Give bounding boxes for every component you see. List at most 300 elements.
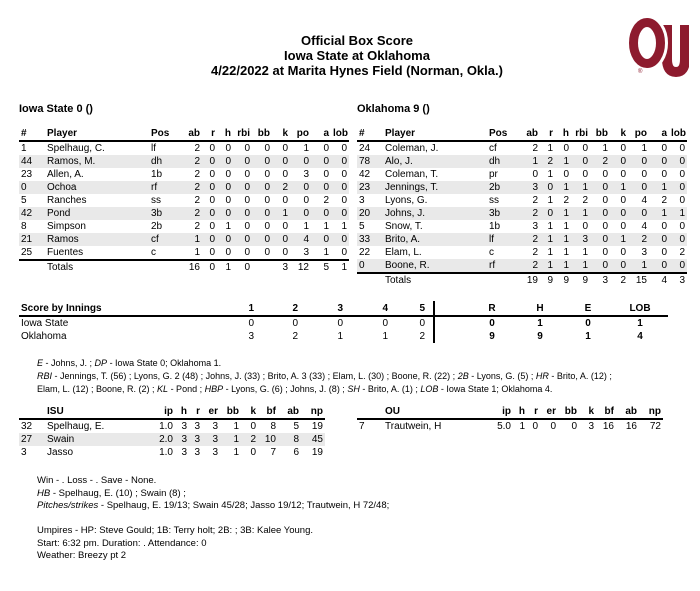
cell: 24 (359, 143, 371, 154)
cell: 0 (679, 221, 685, 232)
pitching-header (357, 404, 663, 419)
col-h: h (513, 404, 527, 419)
cell: 2b (151, 221, 163, 232)
text-segment: Weather: Breezy pt 2 (37, 550, 127, 561)
cell: 2 (194, 143, 200, 154)
cell: 0 (661, 247, 667, 258)
cell: 3 (194, 421, 200, 432)
cell: 0 (233, 260, 252, 274)
cell: Totals (45, 260, 149, 274)
cell: 44 (19, 155, 45, 168)
cell: 78 (357, 155, 383, 168)
innings-title: Score by Innings (19, 301, 218, 316)
cell: 3 (248, 331, 254, 342)
cell: 3 (641, 247, 647, 258)
cell: 3b (487, 207, 515, 220)
cell: 1 (649, 207, 669, 220)
cell: 2 (515, 259, 540, 273)
cell: 0 (217, 207, 233, 220)
text-segment: - Lyons, G. (5) ; (468, 371, 536, 381)
cell: 1 (547, 143, 553, 154)
score-by-innings-table (19, 301, 668, 343)
batting-row (19, 207, 349, 220)
batting-row (357, 246, 687, 259)
cell: 0 (563, 143, 569, 154)
cell: 0 (628, 207, 649, 220)
cell: 4 (649, 273, 669, 287)
cell: 2 (661, 195, 667, 206)
cell: Snow, T. (385, 221, 423, 232)
cell: Ranches (47, 195, 87, 206)
cell: Johns, J. (383, 207, 487, 220)
cell: dh (487, 155, 515, 168)
cell: 0 (331, 233, 349, 246)
cell: 0 (272, 233, 290, 246)
cell: 9 (540, 273, 555, 287)
text-segment: - Jennings, T. (56) ; Lyons, G. 2 (48) ; Johns, J. (33) ; Brito, A. 3 (33) ; Elam, L. (30) ; Boone, R. (22) ; (52, 371, 458, 381)
cell: 0 (590, 207, 610, 220)
cell: 0 (248, 318, 254, 329)
iowa-team-label: Iowa State 0 () (19, 103, 93, 115)
cell: 1 (571, 181, 590, 194)
cell: 2 (590, 155, 610, 168)
cell: 0 (602, 169, 608, 180)
cell: 0 (282, 169, 288, 180)
cell: 1 (303, 143, 309, 154)
cell: 9 (571, 273, 590, 287)
cell (149, 260, 177, 274)
empty-cell (19, 404, 45, 419)
batting-row (19, 155, 349, 168)
cell: 1 (177, 233, 202, 246)
cell: 3 (212, 421, 218, 432)
cell: 0 (590, 259, 610, 273)
cell: 0 (341, 143, 347, 154)
inning-5: 5 (396, 301, 434, 316)
col-ab: ab (616, 404, 639, 419)
cell: 1 (547, 221, 553, 232)
stat-abbrev: Pitches/strikes (37, 500, 99, 511)
col-a: a (311, 126, 331, 141)
cell: 0 (323, 169, 329, 180)
cell: 0 (225, 143, 231, 154)
cell: 0 (244, 247, 250, 258)
cell: 0 (620, 143, 626, 154)
cell: 1 (563, 247, 569, 258)
date-venue-line: 4/22/2022 at Marita Hynes Field (Norman, Okla.) (211, 63, 503, 78)
cell: 0 (264, 195, 270, 206)
cell: 2 (515, 207, 540, 220)
cell: ss (489, 195, 499, 206)
cell: Iowa State (21, 318, 69, 329)
cell: Ochoa (45, 181, 149, 194)
text-segment: - Brito, A. (12) ; (548, 371, 612, 381)
cell: 9 (555, 273, 571, 287)
cell: 42 (19, 207, 45, 220)
cell: 1 (540, 233, 555, 246)
cell: 0 (233, 181, 252, 194)
cell: 72 (649, 421, 661, 432)
col-pos: Pos (149, 126, 177, 141)
cell: 0 (209, 195, 215, 206)
cell: 1.0 (159, 421, 173, 432)
result-line (37, 475, 692, 488)
cell: 5 (311, 260, 331, 274)
cell: 0 (331, 155, 349, 168)
col-a: a (649, 126, 669, 141)
cell: 0 (244, 195, 250, 206)
cell: 0 (571, 155, 590, 168)
innings-row (19, 316, 668, 330)
cell: pr (489, 169, 498, 180)
cell: 0 (341, 195, 347, 206)
cell: 3 (202, 433, 220, 446)
text-segment: Start: 6:32 pm. Duration: . Attendance: 0 (37, 537, 207, 549)
cell: 0 (602, 195, 608, 206)
iowa-batting-rows (19, 141, 349, 260)
cell: 2 (272, 181, 290, 194)
cell: 5 (293, 421, 299, 432)
cell: 2 (241, 433, 258, 446)
cell: 1b (151, 169, 163, 180)
inning-3: 3 (306, 301, 351, 316)
col-player: Player (45, 126, 149, 141)
cell: 3 (175, 433, 189, 446)
cell: 0 (669, 181, 687, 194)
cell: 0 (550, 421, 556, 432)
stat-abbrev: HB (37, 487, 51, 499)
logo-u-shape (667, 25, 685, 72)
cell: 1 (225, 221, 231, 232)
cell: 0 (252, 207, 272, 220)
cell: 1 (272, 207, 290, 220)
oklahoma-batting-totals (357, 273, 687, 287)
cell: 2 (177, 207, 202, 220)
cell: 0 (303, 195, 309, 206)
totals-row (357, 273, 687, 287)
cell: 19 (515, 273, 540, 287)
cell: 0 (382, 318, 388, 329)
cell: 0 (209, 143, 215, 154)
ou-pitching-table (357, 404, 663, 433)
hb-line (37, 488, 692, 501)
cell: 0 (244, 169, 250, 180)
cell: 2 (532, 247, 538, 258)
cell: 0 (641, 169, 647, 180)
stat-abbrev: E (37, 358, 44, 368)
cell (19, 260, 45, 274)
pitching-row (19, 419, 325, 433)
col-lob: LOB (612, 301, 668, 316)
inning-1: 1 (218, 301, 262, 316)
cell: Spelhaug, C. (47, 143, 105, 154)
cell: 0 (292, 318, 298, 329)
isu-pitching-rows (19, 419, 325, 459)
cell: 3 (194, 447, 200, 458)
cell: 2 (610, 273, 628, 287)
inning-4: 4 (351, 301, 396, 316)
blank-line (37, 513, 692, 526)
col-np: np (301, 404, 325, 419)
col-er: er (202, 404, 220, 419)
col-bb: bb (220, 404, 241, 419)
stat-abbrev: 2B (457, 371, 469, 381)
cell: Oklahoma (21, 331, 67, 342)
cell: 19 (311, 421, 323, 432)
cell: 16 (602, 421, 614, 432)
col-po: po (290, 126, 311, 141)
text-segment: - Lyons, G. (6) ; Johns, J. (8) ; (223, 384, 348, 394)
matchup-line: Iowa State at Oklahoma (284, 48, 430, 63)
inning-2: 2 (262, 301, 306, 316)
pitching-row (19, 446, 325, 459)
cell: 0 (628, 181, 649, 194)
text-segment: - Iowa State 1; Oklahoma 4. (438, 384, 553, 394)
cell (487, 273, 515, 287)
cell: 27 (19, 433, 45, 446)
cell: 0 (233, 207, 252, 220)
cell: 0 (669, 259, 687, 273)
cell: Pond (45, 207, 149, 220)
cell: 0 (341, 247, 347, 258)
cell: 1 (641, 143, 647, 154)
cell: 1 (582, 247, 588, 258)
cell: 1 (547, 169, 553, 180)
text-segment: Umpires - HP: Steve Gould; 1B: Terry holt; 2B: ; 3B: Kalee Young. (37, 525, 313, 536)
col-pos: Pos (487, 126, 515, 141)
cell: 1b (489, 221, 501, 232)
start-line (37, 538, 692, 551)
cell: Totals (383, 273, 487, 287)
cell: 0 (225, 247, 231, 258)
cell: 0 (264, 143, 270, 154)
cell: 1 (585, 331, 591, 342)
cell: 5 (359, 221, 365, 232)
cell: 0 (331, 181, 349, 194)
cell: Brito, A. (383, 233, 487, 246)
cell: 1 (669, 207, 687, 220)
cell: 3 (189, 433, 202, 446)
cell: 0 (311, 207, 331, 220)
col-k: k (579, 404, 596, 419)
cell: Boone, R. (383, 259, 487, 273)
cell: 0 (620, 221, 626, 232)
cell: 0 (311, 155, 331, 168)
batting-row (19, 141, 349, 155)
col-bb: bb (590, 126, 610, 141)
cell: rf (487, 259, 515, 273)
batting-row (19, 233, 349, 246)
cell: 20 (357, 207, 383, 220)
col-bf: bf (596, 404, 616, 419)
cell: 12 (290, 260, 311, 274)
cell: 25 (21, 247, 33, 258)
text-segment: - Pond ; (168, 384, 205, 394)
cell: 0 (489, 318, 495, 329)
col-h: h (555, 126, 571, 141)
cell: Coleman, J. (385, 143, 439, 154)
cell: 9 (537, 331, 543, 342)
cell: 1 (331, 260, 349, 274)
batting-row (357, 220, 687, 233)
batting-row (19, 246, 349, 260)
cell (357, 273, 383, 287)
cell: 2 (292, 331, 298, 342)
text-segment: - Iowa State 0; Oklahoma 1. (107, 358, 222, 368)
cell: 0 (585, 318, 591, 329)
stat-abbrev: LOB (420, 384, 439, 394)
col-ip: ip (151, 404, 175, 419)
cell: 1 (537, 318, 543, 329)
batting-header (19, 126, 349, 141)
cell: 23 (21, 169, 33, 180)
pitching-row (19, 433, 325, 446)
cell: 1 (555, 207, 571, 220)
cell: 0 (649, 155, 669, 168)
cell: 1 (547, 247, 553, 258)
col-po: po (628, 126, 649, 141)
cell: 0 (202, 207, 217, 220)
batting-row (357, 207, 687, 220)
cell: 2.0 (151, 433, 175, 446)
iowa-batting-totals (19, 260, 349, 274)
cell: 23 (357, 181, 383, 194)
col-r: r (189, 404, 202, 419)
empty-cell (357, 404, 383, 419)
cell (434, 330, 468, 343)
cell: 3 (181, 447, 187, 458)
col-bb: bb (252, 126, 272, 141)
cell: 7 (359, 421, 365, 432)
col-r: r (202, 126, 217, 141)
cell: 22 (359, 247, 371, 258)
cell: 3 (212, 447, 218, 458)
cell: 0 (282, 143, 288, 154)
cell: 0 (620, 169, 626, 180)
batting-row (357, 194, 687, 207)
col-rbi: rbi (233, 126, 252, 141)
cell: 2 (540, 155, 555, 168)
cell: Allen, A. (47, 169, 84, 180)
cell: 1 (323, 247, 329, 258)
col-r: r (540, 126, 555, 141)
batting-row (357, 181, 687, 194)
col-h: h (217, 126, 233, 141)
cell: 0 (610, 155, 628, 168)
cell: 21 (19, 233, 45, 246)
col-number: # (19, 126, 45, 141)
batting-row (357, 155, 687, 168)
cell: 3 (590, 273, 610, 287)
batting-row (357, 233, 687, 246)
cell: 1 (547, 195, 553, 206)
cell: 1.0 (159, 447, 173, 458)
cell: 0 (244, 221, 250, 232)
cell: 3 (272, 260, 290, 274)
cell: lf (487, 233, 515, 246)
cell: 0 (282, 247, 288, 258)
cell: 0 (311, 233, 331, 246)
cell: 2 (194, 195, 200, 206)
col-k: k (241, 404, 258, 419)
cell: 5.0 (497, 421, 511, 432)
cell: 1 (519, 421, 525, 432)
col-errors: E (564, 301, 612, 316)
text-segment: Win - . Loss - . Save - None. (37, 475, 157, 486)
cell: 1 (610, 233, 628, 246)
cell: 0 (628, 155, 649, 168)
cell: 0 (661, 169, 667, 180)
cell: 16 (177, 260, 202, 274)
cell: 0 (252, 155, 272, 168)
cell: 0 (217, 233, 233, 246)
pitching-team-label: OU (383, 404, 489, 419)
cell: 0 (233, 155, 252, 168)
note-line (37, 383, 692, 396)
stat-abbrev: DP (94, 358, 108, 368)
cell: 1 (540, 259, 555, 273)
cell: 1 (220, 433, 241, 446)
cell: 3 (21, 447, 27, 458)
cell: 3 (515, 181, 540, 194)
cell: 1 (602, 143, 608, 154)
cell: 0 (202, 260, 217, 274)
cell: 0 (202, 181, 217, 194)
cell: 0 (264, 169, 270, 180)
cell: Elam, L. (385, 247, 422, 258)
col-k: k (610, 126, 628, 141)
cell: 1 (610, 181, 628, 194)
cell: 0 (217, 181, 233, 194)
stat-abbrev: KL (157, 384, 169, 394)
note-line (37, 357, 692, 370)
cell: 8 (270, 421, 276, 432)
cell: 0 (217, 155, 233, 168)
cell: 15 (628, 273, 649, 287)
col-ab: ab (515, 126, 540, 141)
cell: 3 (588, 421, 594, 432)
cell: 0 (290, 155, 311, 168)
cell: Trautwein, H (385, 421, 442, 432)
cell: 2 (532, 143, 538, 154)
cell: 1 (555, 259, 571, 273)
cell: 2 (582, 195, 588, 206)
batting-row (19, 168, 349, 181)
col-r: r (527, 404, 540, 419)
col-player: Player (383, 126, 487, 141)
cell: 1 (571, 259, 590, 273)
cell: 0 (357, 259, 383, 273)
cell: lf (151, 143, 156, 154)
totals-row (19, 260, 349, 274)
cell: 1 (21, 143, 27, 154)
cell: 1 (555, 155, 571, 168)
cell: 0 (331, 207, 349, 220)
cell: 0 (649, 259, 669, 273)
ou-logo-svg (629, 16, 689, 92)
cell: 0 (202, 233, 217, 246)
cell: 1 (649, 181, 669, 194)
cell: 0 (225, 169, 231, 180)
cell: 0 (264, 247, 270, 258)
cell: Lyons, G. (385, 195, 428, 206)
cell: Ramos, M. (45, 155, 149, 168)
footer-notes (37, 475, 692, 563)
cell: Swain (45, 433, 151, 446)
cell: 0 (582, 169, 588, 180)
cell: 0 (620, 195, 626, 206)
cell: 0 (532, 169, 538, 180)
